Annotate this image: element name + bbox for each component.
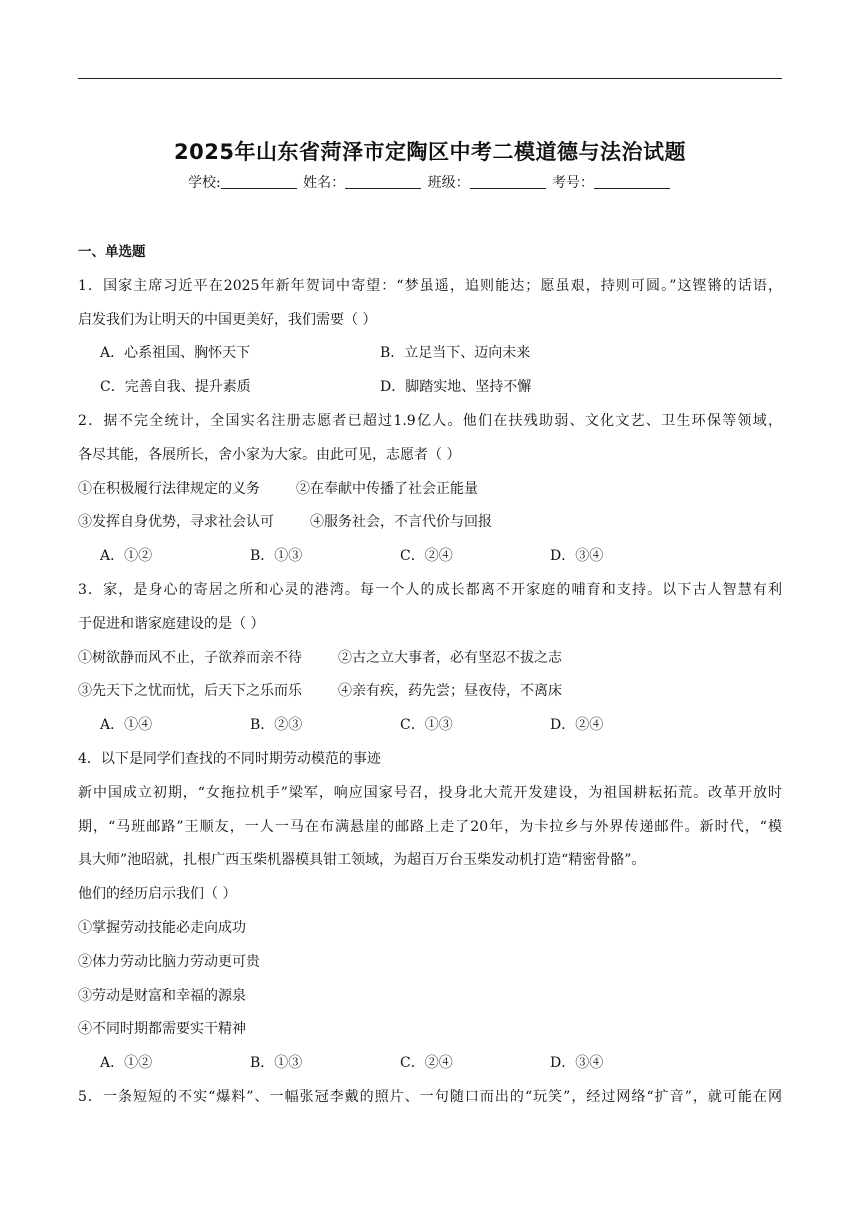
question-4-line-2: 新中国成立初期，“女拖拉机手”梁军，响应国家号召，投身北大荒开发建设，为祖国耕耘拓荒。改革开放时 xyxy=(78,784,782,801)
question-1-options-row-1 xyxy=(78,337,782,371)
question-4-options xyxy=(78,1047,782,1081)
section-heading: 一、单选题 xyxy=(78,244,146,260)
question-content xyxy=(78,236,782,1115)
name-blank[interactable] xyxy=(345,174,421,189)
question-4-item-4: ④不同时期都需要实干精神 xyxy=(78,1021,246,1038)
statement: ②在奉献中传播了社会正能量 xyxy=(296,480,478,497)
statement: ④亲有疾，药先尝；昼夜侍，不离床 xyxy=(338,683,562,700)
question-2-line-2: 各尽其能，各展所长，舍小家为大家。由此可见，志愿者（ ） xyxy=(78,446,461,463)
page-title: 2025年山东省菏泽市定陶区中考二模道德与法治试题 xyxy=(174,140,686,164)
question-2-options xyxy=(78,540,782,574)
class-label: 班级： xyxy=(427,175,470,191)
exam-number-blank[interactable] xyxy=(594,174,670,189)
class-blank[interactable] xyxy=(470,174,546,189)
question-3-line-1: 3．家，是身心的寄居之所和心灵的港湾。每一个人的成长都离不开家庭的哺育和支持。以下古人智慧有利 xyxy=(78,581,782,598)
option-c[interactable]: C．完善自我、提升素质 xyxy=(100,379,251,396)
option-c[interactable]: C．②④ xyxy=(400,1055,453,1072)
school-blank[interactable] xyxy=(221,174,297,189)
option-d[interactable]: D．脚踏实地、坚持不懈 xyxy=(380,379,532,396)
question-3-options xyxy=(78,709,782,743)
option-c[interactable]: C．②④ xyxy=(400,548,453,565)
statement: ③先天下之忧而忧，后天下之乐而乐 xyxy=(78,683,302,700)
statement: ①树欲静而风不止，子欲养而亲不待 xyxy=(78,649,302,666)
question-1-line-1: 1．国家主席习近平在2025年新年贺词中寄望：“梦虽遥，追则能达；愿虽艰，持则可圆。”这铿锵的话语， xyxy=(78,277,782,294)
question-4-item-1: ①掌握劳动技能必走向成功 xyxy=(78,919,246,936)
option-a[interactable]: A．①④ xyxy=(100,717,153,734)
question-2-line-1: 2．据不完全统计，全国实名注册志愿者已超过1.9亿人。他们在扶残助弱、文化文艺、卫生环保等领域， xyxy=(78,412,782,429)
header-rule xyxy=(78,78,782,79)
question-4-item-3: ③劳动是财富和幸福的源泉 xyxy=(78,987,246,1004)
question-2-statements-row-1 xyxy=(78,473,782,507)
name-label: 姓名： xyxy=(303,175,346,191)
student-info-line xyxy=(0,172,860,192)
statement: ②古之立大事者，必有坚忍不拔之志 xyxy=(338,649,562,666)
statement: ③发挥自身优势，寻求社会认可 xyxy=(78,514,274,531)
option-b[interactable]: B．立足当下、迈向未来 xyxy=(380,345,531,362)
option-a[interactable]: A．心系祖国、胸怀天下 xyxy=(100,345,251,362)
question-2-statements-row-2 xyxy=(78,506,782,540)
option-a[interactable]: A．①② xyxy=(100,548,153,565)
statement: ④服务社会，不言代价与回报 xyxy=(310,514,492,531)
option-d[interactable]: D．②④ xyxy=(550,717,604,734)
option-b[interactable]: B．①③ xyxy=(250,1055,303,1072)
question-4-line-4: 具大师”池昭就，扎根广西玉柴机器模具钳工领域，为超百万台玉柴发动机打造“精密骨骼”。 xyxy=(78,852,646,869)
school-label: 学校: xyxy=(187,175,221,191)
option-d[interactable]: D．③④ xyxy=(550,1055,604,1072)
question-3-statements-row-1 xyxy=(78,642,782,676)
exam-number-label: 考号： xyxy=(552,175,595,191)
option-b[interactable]: B．②③ xyxy=(250,717,303,734)
question-1-options-row-2 xyxy=(78,371,782,405)
option-d[interactable]: D．③④ xyxy=(550,548,604,565)
question-4-line-3: 期，“马班邮路”王顺友，一人一马在布满悬崖的邮路上走了20年，为卡拉乡与外界传递邮件。新时代，“模 xyxy=(78,818,782,835)
question-4-line-1: 4．以下是同学们查找的不同时期劳动模范的事迹 xyxy=(78,750,381,767)
question-4-item-2: ②体力劳动比脑力劳动更可贵 xyxy=(78,953,260,970)
question-3-line-2: 于促进和谐家庭建设的是（ ） xyxy=(78,615,265,632)
question-4-line-5: 他们的经历启示我们（ ） xyxy=(78,886,237,903)
option-c[interactable]: C．①③ xyxy=(400,717,453,734)
option-a[interactable]: A．①② xyxy=(100,1055,153,1072)
question-1-line-2: 启发我们为让明天的中国更美好，我们需要（ ） xyxy=(78,311,377,328)
question-3-statements-row-2 xyxy=(78,675,782,709)
option-b[interactable]: B．①③ xyxy=(250,548,303,565)
question-5-line-1: 5．一条短短的不实“爆料”、一幅张冠李戴的照片、一句随口而出的“玩笑”，经过网络“扩音”，就可能在网 xyxy=(78,1088,782,1105)
statement: ①在积极履行法律规定的义务 xyxy=(78,480,260,497)
